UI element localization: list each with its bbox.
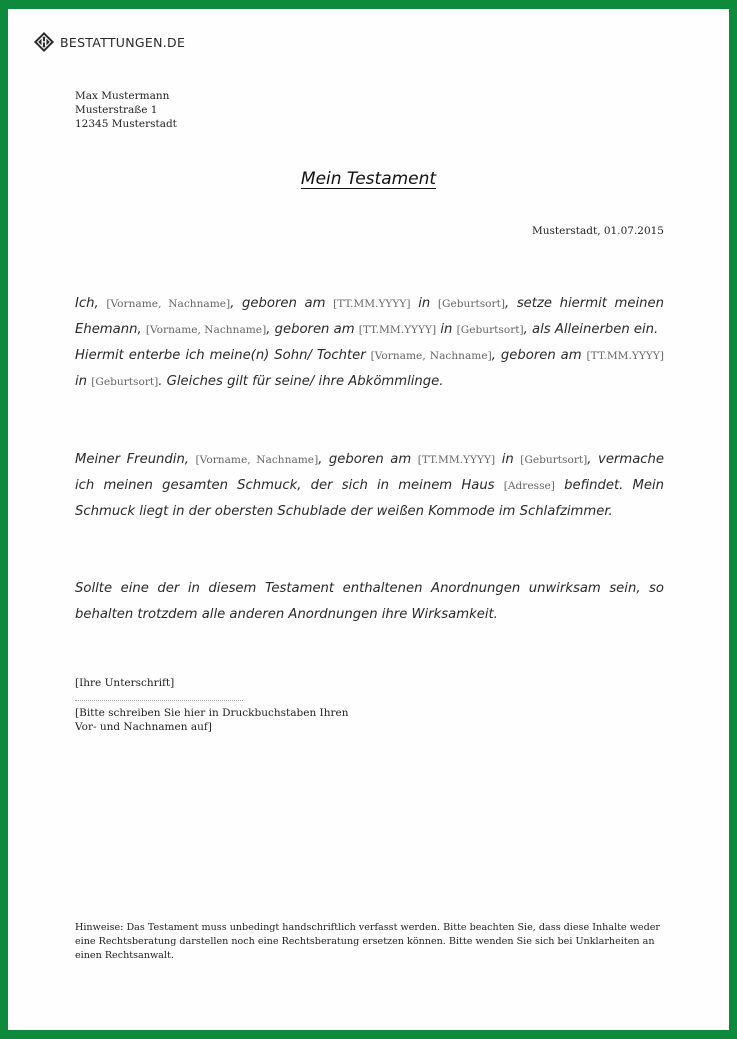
placeholder-name: [Vorname, Nachname] (106, 298, 231, 310)
paragraph-severability: Sollte eine der in diesem Testament enthaltenen Anordnungen unwirksam sein, so behalten trotzdem alle anderen Anordnungen ihre Wirksamkeit. (75, 581, 664, 622)
signature-line (75, 700, 243, 701)
placeholder-name: [Vorname, Nachname] (145, 324, 267, 336)
text: , geboren am (230, 296, 334, 311)
sender-city: 12345 Musterstadt (75, 118, 177, 130)
document-page (8, 9, 729, 1030)
text: Ich, (75, 296, 107, 311)
text: , geboren am (491, 348, 587, 363)
text: , geboren am (266, 322, 359, 337)
sender-address (75, 89, 177, 131)
text: . Gleiches gilt für seine/ ihre Abkömmlinge. (158, 374, 444, 389)
placeholder-birthplace: [Geburtsort] (437, 298, 505, 310)
brand-name: BESTATTUNGEN.DE (60, 34, 186, 50)
brand-header (34, 32, 185, 52)
placeholder-birthplace: [Geburtsort] (456, 324, 524, 336)
place-date: Musterstadt, 01.07.2015 (532, 225, 664, 237)
text: Hiermit enterbe ich meine(n) Sohn/ Tochter (75, 348, 371, 363)
text: , geboren am (318, 452, 418, 467)
text: in (436, 322, 457, 337)
placeholder-address: [Adresse] (503, 480, 555, 492)
document-title (8, 169, 729, 189)
placeholder-birthplace: [Geburtsort] (520, 454, 588, 466)
text: in (495, 452, 521, 467)
placeholder-date: [TT.MM.YYYY] (358, 324, 437, 336)
placeholder-name: [Vorname, Nachname] (195, 454, 319, 466)
text: , vermache ich meinen gesamten Schmuck, der sich in meinem Haus (75, 452, 664, 493)
legal-notice: Hinweise: Das Testament muss unbedingt handschriftlich verfasst werden. Bitte beachten Sie, dass diese Inhalte weder eine Rechtsberatung darstellen noch eine Rechtsberatung ersetzen können. Bitte wenden Sie sich bei Unklarheiten an einen Rechtsanwalt. (75, 922, 661, 961)
placeholder-name: [Vorname, Nachname] (370, 350, 492, 362)
paragraph-bequest (75, 447, 664, 525)
text: Meiner Freundin, (75, 452, 196, 467)
title-text: Mein Testament (300, 169, 437, 189)
placeholder-date: [TT.MM.YYYY] (333, 298, 411, 310)
placeholder-date: [TT.MM.YYYY] (417, 454, 496, 466)
placeholder-birthplace: [Geburtsort] (91, 376, 159, 388)
text: , setze hiermit meinen Ehemann, (75, 296, 665, 337)
text: , als Alleinerben ein. (523, 322, 659, 337)
text: in (410, 296, 438, 311)
sender-name: Max Mustermann (75, 90, 170, 102)
paragraph-heir (75, 291, 664, 395)
signature-label: [Ihre Unterschrift] (75, 677, 175, 689)
signature-note: [Bitte schreiben Sie hier in Druckbuchstaben Ihren Vor- und Nachnamen auf] (75, 707, 349, 733)
text: befindet. Mein Schmuck liegt in der obersten Schublade der weißen Kommode im Schlafzimmer. (75, 478, 664, 519)
text: in (75, 374, 92, 389)
placeholder-date: [TT.MM.YYYY] (586, 350, 664, 362)
sender-street: Musterstraße 1 (75, 104, 158, 116)
brand-logo-icon (34, 32, 54, 52)
